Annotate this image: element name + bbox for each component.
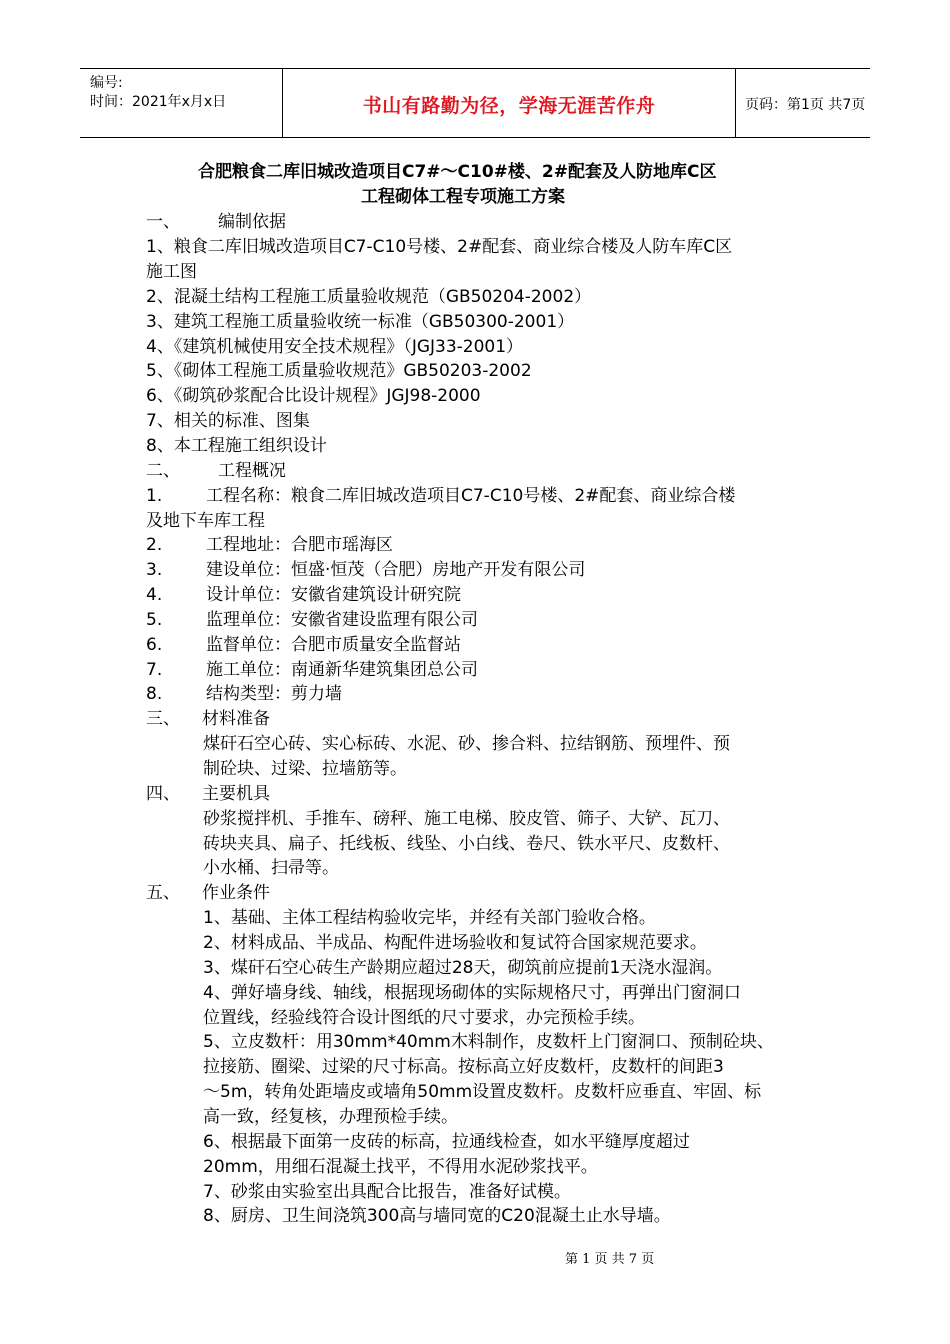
- section-heading-5: [146, 881, 270, 905]
- condition-text: 8、厨房、卫生间浇筑300高与墙同宽的C20混凝土止水导墙。: [203, 1206, 671, 1226]
- overview-item: 5. 监理单位：安徽省建设监理有限公司: [146, 610, 478, 630]
- overview-item: 8. 结构类型：剪力墙: [146, 684, 342, 704]
- section-number: 四、: [146, 784, 180, 804]
- basis-item: 7、相关的标准、图集: [146, 411, 310, 431]
- condition-text: 1、基础、主体工程结构验收完毕，并经有关部门验收合格。: [203, 908, 656, 928]
- doc-time-label: 时间：2021年x月x日: [90, 94, 227, 110]
- condition-text: 位置线，经验线符合设计图纸的尺寸要求，办完预检手续。: [203, 1008, 645, 1028]
- basis-item: 4、《建筑机械使用安全技术规程》（JGJ33-2001）: [146, 337, 524, 357]
- section-title: 工程概况: [218, 461, 286, 481]
- condition-text: 3、煤矸石空心砖生产龄期应超过28天，砌筑前应提前1天浇水湿润。: [203, 958, 723, 978]
- doc-title-line2: 工程砌体工程专项施工方案: [361, 187, 565, 207]
- section-title: 编制依据: [218, 212, 286, 232]
- header-page-info: 页码：第1页 共7页: [745, 97, 866, 113]
- page-footer: 第 1 页 共 7 页: [565, 1252, 655, 1267]
- basis-item: 3、建筑工程施工质量验收统一标准（GB50300-2001）: [146, 312, 575, 332]
- doc-title-line1: 合肥粮食二库旧城改造项目C7#～C10#楼、2#配套及人防地库C区: [198, 162, 717, 182]
- section-number: 五、: [146, 883, 180, 903]
- section-heading-2: [146, 459, 286, 483]
- header-meta-cell: [80, 69, 282, 137]
- doc-code-label: 编号:: [90, 75, 123, 91]
- basis-item: 2、混凝土结构工程施工质量验收规范（GB50204-2002）: [146, 287, 592, 307]
- basis-item: 1、粮食二库旧城改造项目C7-C10号楼、2#配套、商业综合楼及人防车库C区: [146, 237, 733, 257]
- tools-text: 砖块夹具、扁子、托线板、线坠、小白线、卷尺、铁水平尺、皮数杆、: [203, 834, 730, 854]
- basis-item: 5、《砌体工程施工质量验收规范》GB50203-2002: [146, 361, 532, 381]
- overview-item: 及地下车库工程: [146, 511, 265, 531]
- condition-text: 4、弹好墙身线、轴线，根据现场砌体的实际规格尺寸，再弹出门窗洞口: [203, 983, 741, 1003]
- materials-text: 制砼块、过梁、拉墙筋等。: [203, 759, 407, 779]
- condition-text: 5、立皮数杆：用30mm*40mm木料制作，皮数杆上门窗洞口、预制砼块、: [203, 1032, 774, 1052]
- overview-item: 4. 设计单位：安徽省建筑设计研究院: [146, 585, 461, 605]
- condition-text: 2、材料成品、半成品、构配件进场验收和复试符合国家规范要求。: [203, 933, 707, 953]
- basis-item: 施工图: [146, 262, 197, 282]
- condition-text: 6、根据最下面第一皮砖的标高，拉通线检查，如水平缝厚度超过: [203, 1132, 690, 1152]
- section-number: 二、: [146, 461, 180, 481]
- overview-item: 3. 建设单位：恒盛·恒茂（合肥）房地产开发有限公司: [146, 560, 586, 580]
- section-heading-3: [146, 707, 270, 731]
- materials-text: 煤矸石空心砖、实心标砖、水泥、砂、掺合料、拉结钢筋、预埋件、预: [203, 734, 730, 754]
- section-title: 主要机具: [202, 784, 270, 804]
- overview-item: 2. 工程地址：合肥市瑶海区: [146, 535, 393, 555]
- tools-text: 小水桶、扫帚等。: [203, 858, 339, 878]
- condition-text: 20mm，用细石混凝土找平，不得用水泥砂浆找平。: [203, 1157, 598, 1177]
- page-header: [80, 68, 870, 138]
- overview-item: 1. 工程名称：粮食二库旧城改造项目C7-C10号楼、2#配套、商业综合楼: [146, 486, 736, 506]
- condition-text: 7、砂浆由实验室出具配合比报告，准备好试模。: [203, 1182, 571, 1202]
- overview-item: 6. 监督单位：合肥市质量安全监督站: [146, 635, 461, 655]
- section-number: 三、: [146, 709, 180, 729]
- tools-text: 砂浆搅拌机、手推车、磅秤、施工电梯、胶皮管、筛子、大铲、瓦刀、: [203, 809, 730, 829]
- section-number: 一、: [146, 212, 180, 232]
- overview-item: 7. 施工单位：南通新华建筑集团总公司: [146, 660, 478, 680]
- section-title: 材料准备: [202, 709, 270, 729]
- condition-text: ～5m，转角处距墙皮或墙角50mm设置皮数杆。皮数杆应垂直、牢固、标: [203, 1082, 762, 1102]
- section-title: 作业条件: [202, 883, 270, 903]
- header-motto: 书山有路勤为径，学海无涯苦作舟: [362, 95, 656, 117]
- condition-text: 拉接筋、圈梁、过梁的尺寸标高。按标高立好皮数杆，皮数杆的间距3: [203, 1057, 724, 1077]
- header-motto-cell: [282, 69, 736, 137]
- section-heading-4: [146, 782, 270, 806]
- header-page-cell: [735, 69, 870, 137]
- condition-text: 高一致，经复核，办理预检手续。: [203, 1107, 458, 1127]
- basis-item: 8、本工程施工组织设计: [146, 436, 327, 456]
- basis-item: 6、《砌筑砂浆配合比设计规程》JGJ98-2000: [146, 386, 481, 406]
- section-heading-1: [146, 210, 286, 234]
